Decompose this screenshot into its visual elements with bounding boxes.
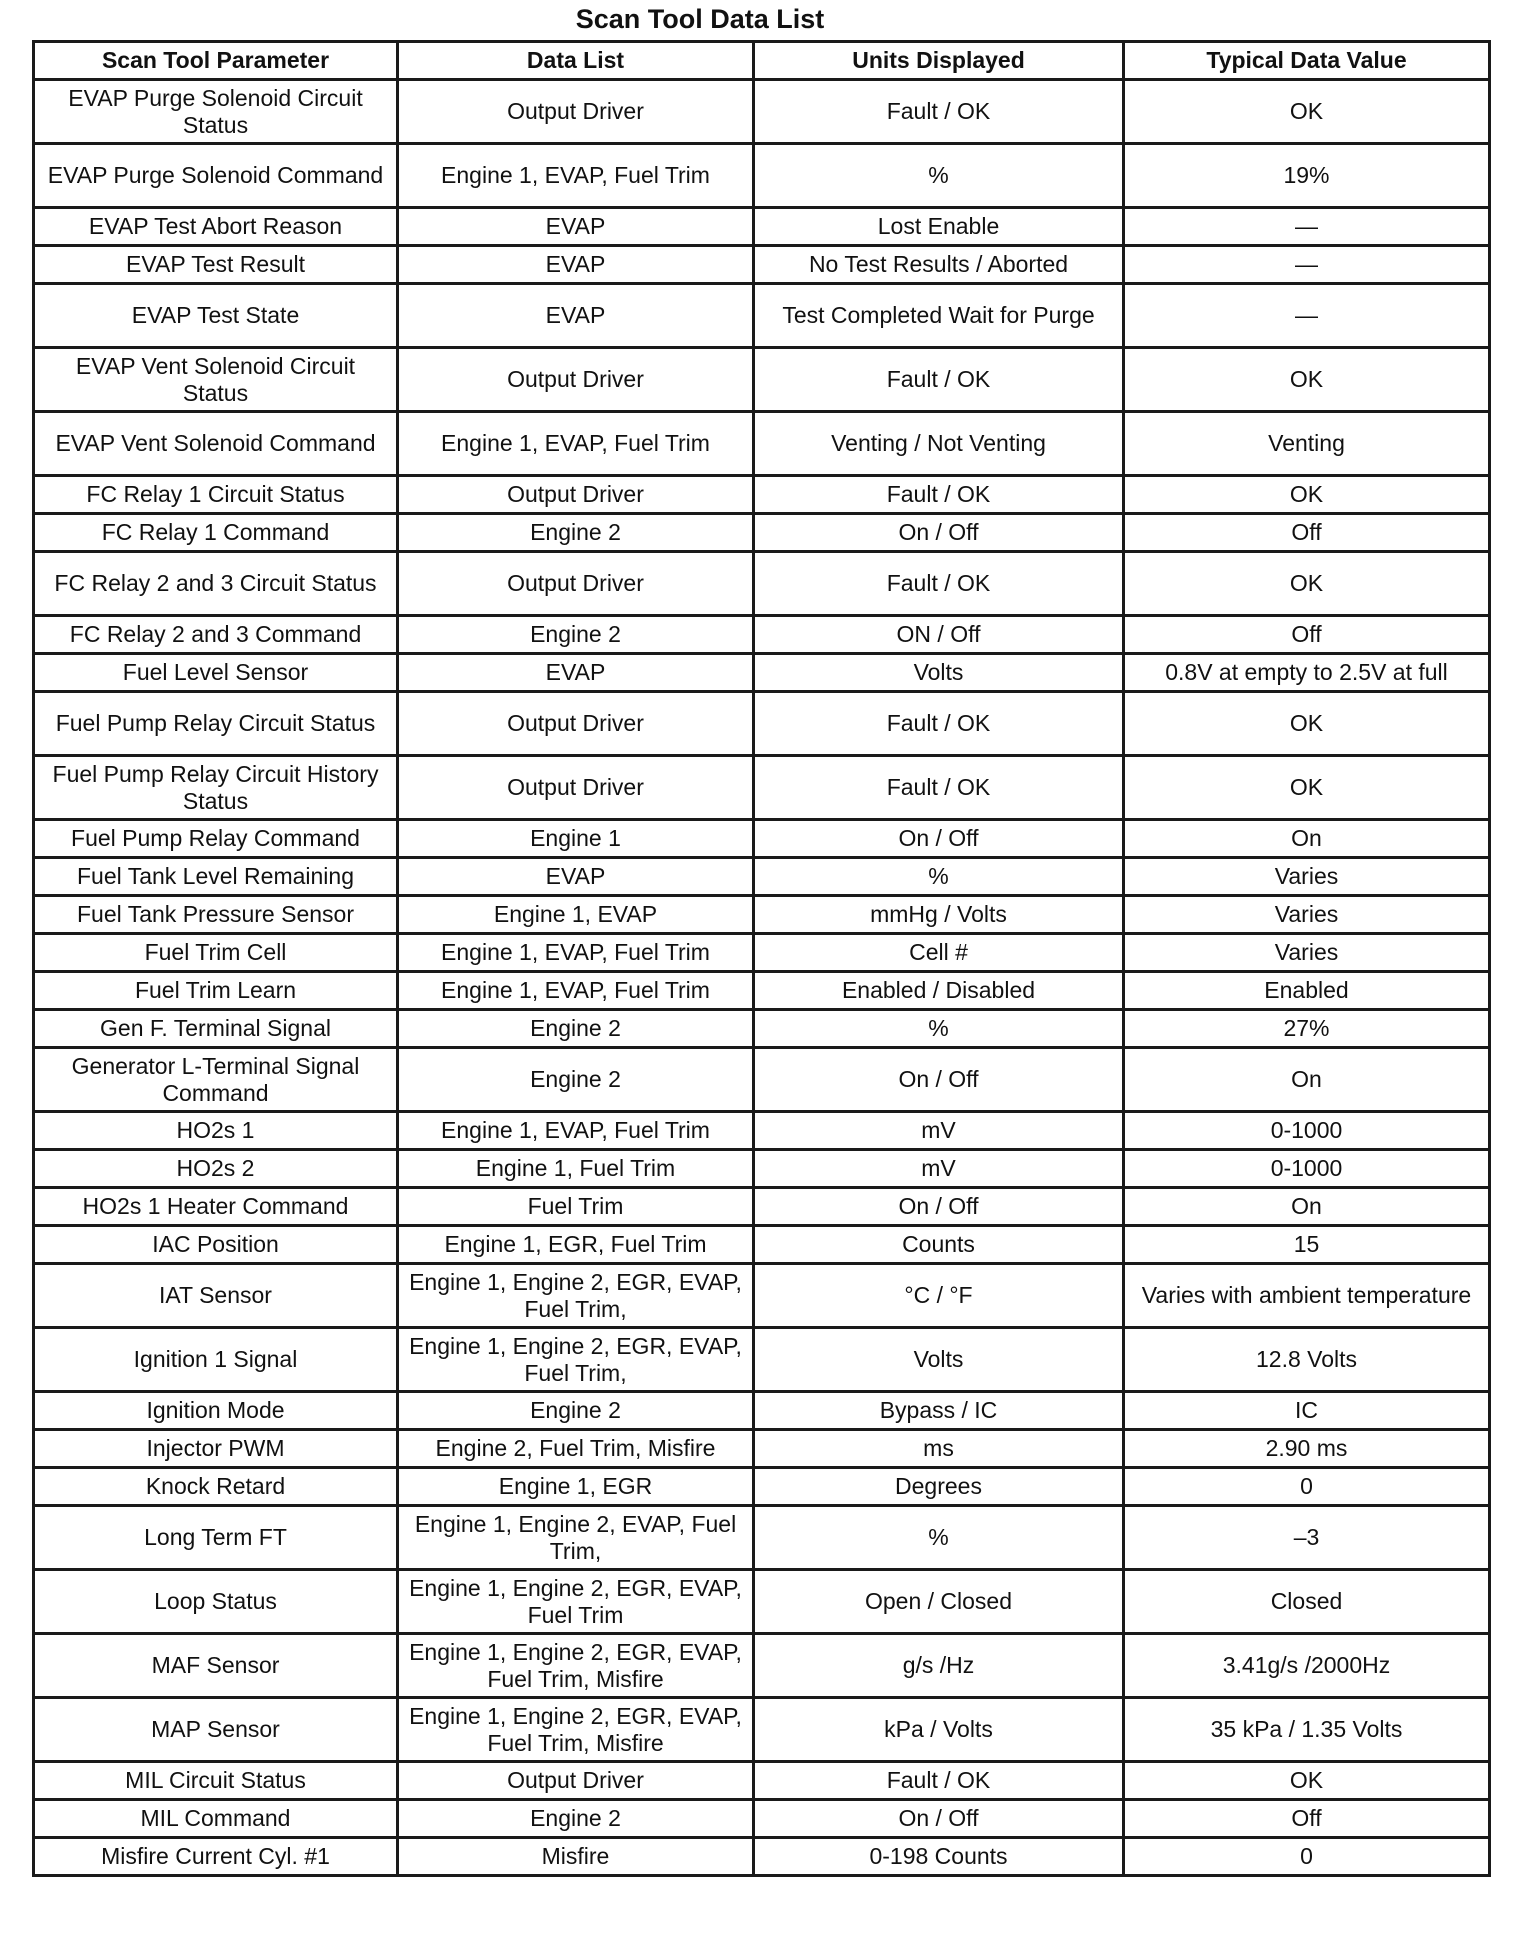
cell-units: Venting / Not Venting [754, 412, 1124, 476]
cell-typical-value: Enabled [1124, 972, 1490, 1010]
cell-data-list: Engine 1, EVAP, Fuel Trim [398, 934, 754, 972]
table-row [34, 412, 1490, 476]
table-row [34, 1188, 1490, 1226]
cell-units: % [754, 858, 1124, 896]
cell-parameter: FC Relay 2 and 3 Circuit Status [34, 552, 398, 616]
cell-data-list: Output Driver [398, 348, 754, 412]
cell-parameter: Fuel Tank Pressure Sensor [34, 896, 398, 934]
cell-units: mV [754, 1112, 1124, 1150]
cell-data-list: Engine 1, Engine 2, EGR, EVAP, Fuel Trim, Misfire [398, 1698, 754, 1762]
table-row [34, 552, 1490, 616]
cell-data-list: EVAP [398, 246, 754, 284]
table-row [34, 1392, 1490, 1430]
cell-units: kPa / Volts [754, 1698, 1124, 1762]
table-row [34, 80, 1490, 144]
cell-typical-value: IC [1124, 1392, 1490, 1430]
cell-units: Fault / OK [754, 348, 1124, 412]
cell-units: On / Off [754, 514, 1124, 552]
table-row [34, 1800, 1490, 1838]
cell-typical-value: — [1124, 284, 1490, 348]
cell-data-list: Engine 2 [398, 514, 754, 552]
table-row [34, 208, 1490, 246]
cell-units: ON / Off [754, 616, 1124, 654]
table-row [34, 144, 1490, 208]
cell-data-list: Engine 2 [398, 1048, 754, 1112]
cell-typical-value: 15 [1124, 1226, 1490, 1264]
table-row [34, 1634, 1490, 1698]
cell-typical-value: Off [1124, 1800, 1490, 1838]
cell-units: Volts [754, 654, 1124, 692]
cell-typical-value: 0 [1124, 1468, 1490, 1506]
table-row [34, 514, 1490, 552]
cell-units: g/s /Hz [754, 1634, 1124, 1698]
cell-units: Open / Closed [754, 1570, 1124, 1634]
cell-units: mV [754, 1150, 1124, 1188]
cell-typical-value: OK [1124, 756, 1490, 820]
table-row [34, 692, 1490, 756]
cell-parameter: Misfire Current Cyl. #1 [34, 1838, 398, 1876]
cell-data-list: Engine 2, Fuel Trim, Misfire [398, 1430, 754, 1468]
table-row [34, 1762, 1490, 1800]
cell-data-list: Engine 1, Engine 2, EGR, EVAP, Fuel Trim, [398, 1264, 754, 1328]
cell-data-list: EVAP [398, 654, 754, 692]
cell-parameter: HO2s 1 Heater Command [34, 1188, 398, 1226]
cell-typical-value: On [1124, 1048, 1490, 1112]
cell-data-list: Engine 1, Engine 2, EVAP, Fuel Trim, [398, 1506, 754, 1570]
cell-typical-value: 35 kPa / 1.35 Volts [1124, 1698, 1490, 1762]
table-row [34, 896, 1490, 934]
cell-parameter: Fuel Pump Relay Circuit Status [34, 692, 398, 756]
cell-typical-value: Off [1124, 514, 1490, 552]
cell-typical-value: 3.41g/s /2000Hz [1124, 1634, 1490, 1698]
cell-typical-value: 2.90 ms [1124, 1430, 1490, 1468]
cell-data-list: Engine 1 [398, 820, 754, 858]
table-row [34, 284, 1490, 348]
cell-parameter: EVAP Test Abort Reason [34, 208, 398, 246]
cell-parameter: Fuel Trim Cell [34, 934, 398, 972]
cell-parameter: EVAP Vent Solenoid Circuit Status [34, 348, 398, 412]
cell-parameter: MIL Circuit Status [34, 1762, 398, 1800]
column-header-data-list: Data List [398, 42, 754, 80]
cell-data-list: Engine 1, Engine 2, EGR, EVAP, Fuel Trim, [398, 1328, 754, 1392]
cell-data-list: Engine 1, Engine 2, EGR, EVAP, Fuel Trim, Misfire [398, 1634, 754, 1698]
cell-data-list: Output Driver [398, 692, 754, 756]
cell-parameter: Gen F. Terminal Signal [34, 1010, 398, 1048]
table-row [34, 1328, 1490, 1392]
cell-parameter: EVAP Vent Solenoid Command [34, 412, 398, 476]
table-row [34, 1506, 1490, 1570]
cell-parameter: FC Relay 2 and 3 Command [34, 616, 398, 654]
cell-units: °C / °F [754, 1264, 1124, 1328]
cell-typical-value: Closed [1124, 1570, 1490, 1634]
cell-data-list: Engine 2 [398, 1800, 754, 1838]
cell-parameter: MAP Sensor [34, 1698, 398, 1762]
cell-units: On / Off [754, 1048, 1124, 1112]
cell-units: Test Completed Wait for Purge [754, 284, 1124, 348]
table-row [34, 820, 1490, 858]
cell-units: % [754, 144, 1124, 208]
cell-units: On / Off [754, 820, 1124, 858]
cell-typical-value: OK [1124, 1762, 1490, 1800]
cell-units: Counts [754, 1226, 1124, 1264]
table-row [34, 654, 1490, 692]
cell-parameter: Generator L-Terminal Signal Command [34, 1048, 398, 1112]
cell-parameter: Fuel Pump Relay Command [34, 820, 398, 858]
cell-data-list: Engine 1, EGR [398, 1468, 754, 1506]
cell-units: Fault / OK [754, 1762, 1124, 1800]
cell-units: Lost Enable [754, 208, 1124, 246]
table-row [34, 1698, 1490, 1762]
table-row [34, 858, 1490, 896]
cell-typical-value: 0-1000 [1124, 1150, 1490, 1188]
cell-typical-value: Varies [1124, 896, 1490, 934]
column-header-units: Units Displayed [754, 42, 1124, 80]
cell-data-list: Output Driver [398, 80, 754, 144]
cell-parameter: Fuel Level Sensor [34, 654, 398, 692]
cell-data-list: Output Driver [398, 476, 754, 514]
table-row [34, 1226, 1490, 1264]
cell-units: Enabled / Disabled [754, 972, 1124, 1010]
cell-parameter: IAT Sensor [34, 1264, 398, 1328]
table-row [34, 1048, 1490, 1112]
cell-data-list: Engine 1, EVAP, Fuel Trim [398, 1112, 754, 1150]
cell-parameter: FC Relay 1 Command [34, 514, 398, 552]
table-row [34, 1010, 1490, 1048]
table-row [34, 1150, 1490, 1188]
table-row [34, 616, 1490, 654]
table-row [34, 1838, 1490, 1876]
cell-units: Cell # [754, 934, 1124, 972]
table-row [34, 934, 1490, 972]
cell-typical-value: OK [1124, 348, 1490, 412]
cell-units: Fault / OK [754, 476, 1124, 514]
cell-typical-value: 12.8 Volts [1124, 1328, 1490, 1392]
cell-parameter: Fuel Tank Level Remaining [34, 858, 398, 896]
cell-units: ms [754, 1430, 1124, 1468]
cell-parameter: EVAP Test Result [34, 246, 398, 284]
cell-units: On / Off [754, 1188, 1124, 1226]
cell-units: No Test Results / Aborted [754, 246, 1124, 284]
table-row [34, 1264, 1490, 1328]
table-row [34, 348, 1490, 412]
table-header-row [34, 42, 1490, 80]
cell-parameter: Fuel Pump Relay Circuit History Status [34, 756, 398, 820]
cell-data-list: Engine 2 [398, 1010, 754, 1048]
cell-typical-value: 27% [1124, 1010, 1490, 1048]
column-header-parameter: Scan Tool Parameter [34, 42, 398, 80]
cell-parameter: HO2s 2 [34, 1150, 398, 1188]
column-header-typical-value: Typical Data Value [1124, 42, 1490, 80]
cell-typical-value: Varies [1124, 934, 1490, 972]
cell-parameter: MIL Command [34, 1800, 398, 1838]
cell-typical-value: Venting [1124, 412, 1490, 476]
cell-units: Fault / OK [754, 80, 1124, 144]
table-row [34, 1570, 1490, 1634]
cell-data-list: Engine 2 [398, 1392, 754, 1430]
table-body [34, 80, 1490, 1876]
cell-parameter: Long Term FT [34, 1506, 398, 1570]
cell-parameter: HO2s 1 [34, 1112, 398, 1150]
cell-typical-value: On [1124, 820, 1490, 858]
cell-typical-value: –3 [1124, 1506, 1490, 1570]
cell-units: % [754, 1506, 1124, 1570]
scan-tool-data-table [32, 40, 1491, 1877]
cell-data-list: EVAP [398, 208, 754, 246]
cell-units: On / Off [754, 1800, 1124, 1838]
cell-units: Fault / OK [754, 552, 1124, 616]
cell-parameter: MAF Sensor [34, 1634, 398, 1698]
cell-units: Fault / OK [754, 756, 1124, 820]
cell-typical-value: Varies [1124, 858, 1490, 896]
cell-data-list: Engine 1, Engine 2, EGR, EVAP, Fuel Trim [398, 1570, 754, 1634]
page-title: Scan Tool Data List [575, 4, 825, 34]
table-row [34, 972, 1490, 1010]
cell-parameter: IAC Position [34, 1226, 398, 1264]
cell-typical-value: — [1124, 246, 1490, 284]
cell-parameter: Knock Retard [34, 1468, 398, 1506]
cell-data-list: Engine 1, EGR, Fuel Trim [398, 1226, 754, 1264]
table-row [34, 1112, 1490, 1150]
cell-data-list: Engine 1, Fuel Trim [398, 1150, 754, 1188]
cell-data-list: Engine 1, EVAP, Fuel Trim [398, 412, 754, 476]
cell-parameter: FC Relay 1 Circuit Status [34, 476, 398, 514]
cell-units: 0-198 Counts [754, 1838, 1124, 1876]
cell-data-list: Output Driver [398, 1762, 754, 1800]
cell-parameter: Loop Status [34, 1570, 398, 1634]
cell-typical-value: On [1124, 1188, 1490, 1226]
cell-parameter: Injector PWM [34, 1430, 398, 1468]
table-row [34, 1430, 1490, 1468]
cell-typical-value: 0 [1124, 1838, 1490, 1876]
table-row [34, 1468, 1490, 1506]
cell-parameter: Ignition Mode [34, 1392, 398, 1430]
cell-data-list: EVAP [398, 858, 754, 896]
cell-units: Degrees [754, 1468, 1124, 1506]
cell-data-list: Engine 2 [398, 616, 754, 654]
cell-typical-value: OK [1124, 476, 1490, 514]
cell-units: Volts [754, 1328, 1124, 1392]
cell-typical-value: OK [1124, 692, 1490, 756]
cell-units: Fault / OK [754, 692, 1124, 756]
cell-data-list: Engine 1, EVAP, Fuel Trim [398, 972, 754, 1010]
cell-data-list: Output Driver [398, 552, 754, 616]
cell-units: mmHg / Volts [754, 896, 1124, 934]
cell-data-list: Fuel Trim [398, 1188, 754, 1226]
cell-data-list: EVAP [398, 284, 754, 348]
cell-data-list: Output Driver [398, 756, 754, 820]
cell-units: Bypass / IC [754, 1392, 1124, 1430]
table-row [34, 246, 1490, 284]
cell-data-list: Engine 1, EVAP, Fuel Trim [398, 144, 754, 208]
cell-typical-value: 0-1000 [1124, 1112, 1490, 1150]
cell-data-list: Misfire [398, 1838, 754, 1876]
cell-typical-value: OK [1124, 80, 1490, 144]
cell-typical-value: 0.8V at empty to 2.5V at full [1124, 654, 1490, 692]
cell-parameter: Ignition 1 Signal [34, 1328, 398, 1392]
cell-data-list: Engine 1, EVAP [398, 896, 754, 934]
cell-typical-value: OK [1124, 552, 1490, 616]
cell-parameter: EVAP Test State [34, 284, 398, 348]
cell-parameter: EVAP Purge Solenoid Circuit Status [34, 80, 398, 144]
cell-typical-value: — [1124, 208, 1490, 246]
cell-typical-value: Off [1124, 616, 1490, 654]
table-row [34, 756, 1490, 820]
cell-typical-value: Varies with ambient temperature [1124, 1264, 1490, 1328]
cell-typical-value: 19% [1124, 144, 1490, 208]
cell-parameter: Fuel Trim Learn [34, 972, 398, 1010]
cell-units: % [754, 1010, 1124, 1048]
cell-parameter: EVAP Purge Solenoid Command [34, 144, 398, 208]
table-row [34, 476, 1490, 514]
